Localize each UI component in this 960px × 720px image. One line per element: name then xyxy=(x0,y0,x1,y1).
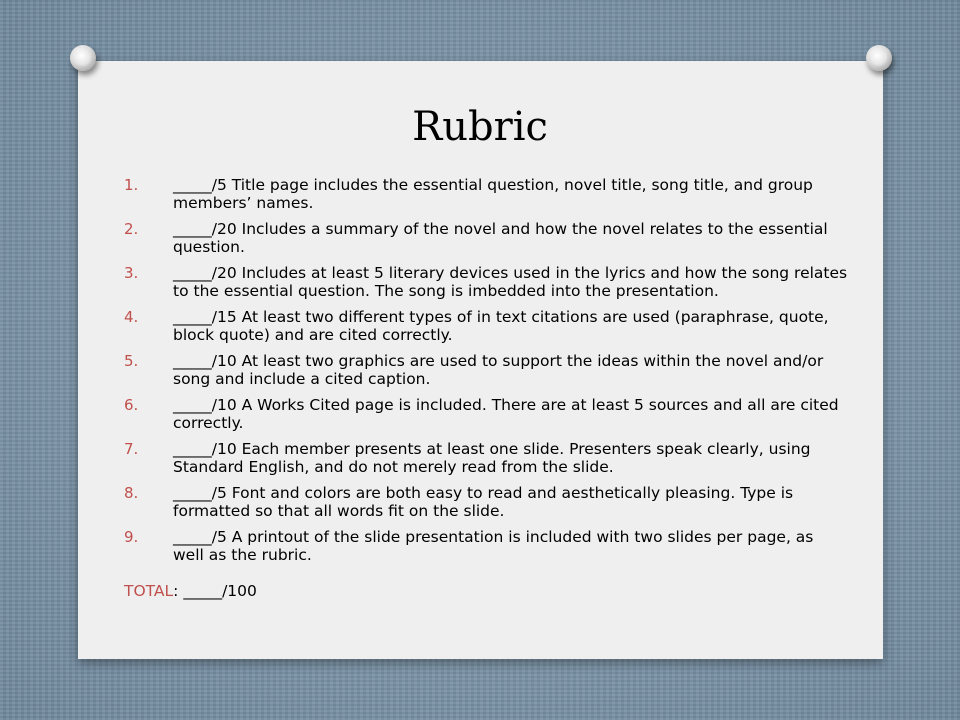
rubric-list xyxy=(124,176,849,572)
total-value: : _____/100 xyxy=(173,582,257,600)
item-text: _____/5 Title page includes the essential question, novel title, song title, and group members’ names. xyxy=(173,176,813,212)
item-number: 9. xyxy=(124,528,139,546)
pushpin-icon xyxy=(866,45,892,71)
pushpin-icon xyxy=(70,45,96,71)
rubric-item xyxy=(124,176,849,212)
item-text: _____/10 A Works Cited page is included. There are at least 5 sources and all are cited correctly. xyxy=(173,396,839,432)
item-number: 5. xyxy=(124,352,139,370)
rubric-item xyxy=(124,308,849,344)
item-text: _____/5 A printout of the slide presentation is included with two slides per page, as well as the rubric. xyxy=(173,528,814,564)
rubric-item xyxy=(124,352,849,388)
rubric-item xyxy=(124,528,849,564)
item-number: 6. xyxy=(124,396,139,414)
item-text: _____/15 At least two different types of in text citations are used (paraphrase, quote, block quote) and are cited correctly. xyxy=(173,308,829,344)
rubric-item xyxy=(124,220,849,256)
total-line xyxy=(124,582,257,600)
total-label: TOTAL xyxy=(124,582,174,600)
item-number: 4. xyxy=(124,308,139,326)
rubric-item xyxy=(124,396,849,432)
rubric-item xyxy=(124,264,849,300)
item-text: _____/5 Font and colors are both easy to read and aesthetically pleasing. Type is formatted so that all words fit on the slide. xyxy=(173,484,794,520)
item-number: 2. xyxy=(124,220,139,238)
item-text: _____/10 Each member presents at least one slide. Presenters speak clearly, using Standard English, and do not merely read from the slide. xyxy=(173,440,811,476)
item-number: 3. xyxy=(124,264,139,282)
item-number: 7. xyxy=(124,440,139,458)
item-text: _____/20 Includes at least 5 literary devices used in the lyrics and how the song relates to the essential question. The song is imbedded into the presentation. xyxy=(173,264,848,300)
item-text: _____/20 Includes a summary of the novel and how the novel relates to the essential question. xyxy=(173,220,828,256)
slide-title: Rubric xyxy=(412,104,548,150)
item-text: _____/10 At least two graphics are used to support the ideas within the novel and/or song and include a cited caption. xyxy=(173,352,824,388)
item-number: 1. xyxy=(124,176,139,194)
item-number: 8. xyxy=(124,484,139,502)
rubric-item xyxy=(124,440,849,476)
rubric-item xyxy=(124,484,849,520)
